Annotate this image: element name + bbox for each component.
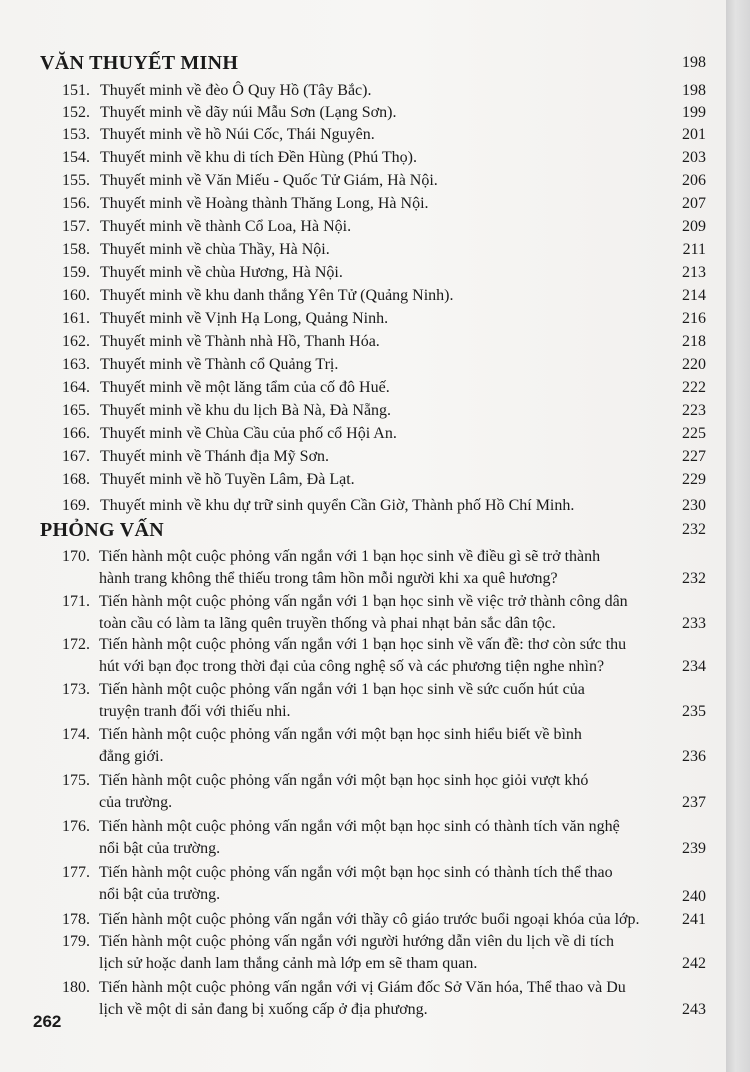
entry-page: 229	[682, 471, 706, 488]
entry-title-line-1: Tiến hành một cuộc phỏng vấn ngắn với một bạn học sinh học giỏi vượt khó	[99, 772, 589, 789]
entry-page: 214	[682, 287, 706, 304]
entry-page: 199	[682, 104, 706, 121]
entry-title: Thuyết minh về khu du lịch Bà Nà, Đà Nẵng.	[100, 402, 392, 419]
entry-page: 233	[682, 615, 706, 632]
entry-title-line-1: Tiến hành một cuộc phỏng vấn ngắn với người hướng dẫn viên du lịch về di tích	[99, 933, 614, 950]
entry-page: 240	[682, 888, 706, 905]
entry-title-line-2: đẳng giới.	[99, 748, 164, 765]
entry-page: 237	[682, 794, 706, 811]
entry-title-line-1: Tiến hành một cuộc phỏng vấn ngắn với 1 bạn học sinh về việc trở thành công dân	[99, 593, 628, 610]
entry-page: 220	[682, 356, 706, 373]
section-heading-thuyet-minh: VĂN THUYẾT MINH	[40, 52, 239, 74]
entry-title: Thuyết minh về khu di tích Đền Hùng (Phú Thọ).	[100, 149, 417, 166]
entry-page: 243	[682, 1001, 706, 1018]
entry-page: 211	[682, 241, 706, 258]
entry-page: 216	[682, 310, 706, 327]
entry-page: 218	[682, 333, 706, 350]
entry-number: 169.	[62, 497, 90, 514]
entry-title: Thuyết minh về chùa Thầy, Hà Nội.	[100, 241, 330, 258]
entry-number: 154.	[62, 149, 90, 166]
entry-title-line-1: Tiến hành một cuộc phỏng vấn ngắn với 1 bạn học sinh về điều gì sẽ trở thành	[99, 548, 601, 565]
entry-number: 165.	[62, 402, 90, 419]
entry-title: Thuyết minh về một lăng tẩm của cố đô Huế.	[100, 379, 390, 396]
entry-page: 234	[682, 658, 706, 675]
entry-page: 242	[682, 955, 706, 972]
entry-number: 173.	[62, 681, 90, 698]
entry-title: Thuyết minh về Thành cổ Quảng Trị.	[100, 356, 339, 373]
entry-title: Thuyết minh về hồ Tuyền Lâm, Đà Lạt.	[100, 471, 355, 488]
entry-number: 152.	[62, 104, 90, 121]
entry-title: Thuyết minh về Thánh địa Mỹ Sơn.	[100, 448, 330, 465]
entry-title-line-2: hành trang không thể thiếu trong tâm hồn mỗi người khi xa quê hương?	[99, 570, 558, 587]
page-edge	[726, 0, 750, 1072]
entry-title: Thuyết minh về khu dự trữ sinh quyển Cần Giờ, Thành phố Hồ Chí Minh.	[100, 497, 575, 514]
entry-title-line-1: Tiến hành một cuộc phỏng vấn ngắn với 1 bạn học sinh về vấn đề: thơ còn sức thu	[99, 636, 627, 653]
entry-title-line-1: Tiến hành một cuộc phỏng vấn ngắn với 1 bạn học sinh về sức cuốn hút của	[99, 681, 585, 698]
entry-title: Thuyết minh về khu danh thắng Yên Tử (Quảng Ninh).	[100, 287, 454, 304]
entry-number: 163.	[62, 356, 90, 373]
entry-title: Thuyết minh về hồ Núi Cốc, Thái Nguyên.	[100, 126, 375, 143]
entry-title-line-1: Tiến hành một cuộc phỏng vấn ngắn với một bạn học sinh hiểu biết về bình	[99, 726, 582, 743]
entry-number: 175.	[62, 772, 90, 789]
entry-number: 180.	[62, 979, 90, 996]
entry-number: 168.	[62, 471, 90, 488]
entry-title-line-2: truyện tranh đối với thiếu nhi.	[99, 703, 291, 720]
entry-number: 179.	[62, 933, 90, 950]
entry-number: 176.	[62, 818, 90, 835]
entry-number: 166.	[62, 425, 90, 442]
entry-number: 178.	[62, 911, 90, 928]
entry-number: 161.	[62, 310, 90, 327]
entry-page: 207	[682, 195, 706, 212]
entry-title-line-1: Tiến hành một cuộc phỏng vấn ngắn với một bạn học sinh có thành tích thể thao	[99, 864, 613, 881]
entry-page: 239	[682, 840, 706, 857]
entry-number: 157.	[62, 218, 90, 235]
section-page-number: 198	[682, 54, 706, 71]
entry-title-line-1: Tiến hành một cuộc phỏng vấn ngắn với vị Giám đốc Sở Văn hóa, Thể thao và Du	[99, 979, 626, 996]
entry-title-line-2: lịch sử hoặc danh lam thắng cảnh mà lớp em sẽ tham quan.	[99, 955, 478, 972]
entry-title: Thuyết minh về Chùa Cầu của phố cổ Hội An.	[100, 425, 397, 442]
entry-page: 230	[682, 497, 706, 514]
entry-title-line-2: toàn cầu có làm ta lãng quên truyền thống và phai nhạt bản sắc dân tộc.	[99, 615, 556, 632]
entry-title-line-1: Tiến hành một cuộc phỏng vấn ngắn với thầy cô giáo trước buổi ngoại khóa của lớp.	[99, 911, 640, 928]
entry-title-line-2: lịch về một di sản đang bị xuống cấp ở địa phương.	[99, 1001, 428, 1018]
entry-number: 177.	[62, 864, 90, 881]
entry-page: 209	[682, 218, 706, 235]
section-heading-phong-van: PHỎNG VẤN	[40, 519, 164, 541]
entry-number: 162.	[62, 333, 90, 350]
entry-page: 223	[682, 402, 706, 419]
entry-page: 201	[682, 126, 706, 143]
entry-title: Thuyết minh về chùa Hương, Hà Nội.	[100, 264, 343, 281]
entry-number: 159.	[62, 264, 90, 281]
entry-number: 171.	[62, 593, 90, 610]
entry-title: Thuyết minh về Văn Miếu - Quốc Tử Giám, Hà Nội.	[100, 172, 438, 189]
entry-page: 232	[682, 570, 706, 587]
entry-title: Thuyết minh về thành Cổ Loa, Hà Nội.	[100, 218, 352, 235]
entry-number: 156.	[62, 195, 90, 212]
entry-page: 203	[682, 149, 706, 166]
entry-number: 153.	[62, 126, 90, 143]
entry-number: 155.	[62, 172, 90, 189]
entry-title: Thuyết minh về Hoàng thành Thăng Long, Hà Nội.	[100, 195, 429, 212]
entry-number: 158.	[62, 241, 90, 258]
entry-page: 236	[682, 748, 706, 765]
entry-title-line-2: nổi bật của trường.	[99, 886, 221, 903]
entry-number: 160.	[62, 287, 90, 304]
section-page-number: 232	[682, 521, 706, 538]
entry-number: 167.	[62, 448, 90, 465]
entry-title-line-1: Tiến hành một cuộc phỏng vấn ngắn với một bạn học sinh có thành tích văn nghệ	[99, 818, 620, 835]
entry-title-line-2: nổi bật của trường.	[99, 840, 221, 857]
entry-number: 174.	[62, 726, 90, 743]
entry-title: Thuyết minh về dãy núi Mẫu Sơn (Lạng Sơn).	[100, 104, 397, 121]
entry-title-line-2: hút với bạn đọc trong thời đại của công nghệ số và các phương tiện nghe nhìn?	[99, 658, 605, 675]
entry-page: 206	[682, 172, 706, 189]
entry-title: Thuyết minh về Thành nhà Hồ, Thanh Hóa.	[100, 333, 380, 350]
entry-number: 151.	[62, 82, 90, 99]
entry-title-line-2: của trường.	[99, 794, 173, 811]
entry-number: 172.	[62, 636, 90, 653]
entry-page: 213	[682, 264, 706, 281]
entry-page: 241	[682, 911, 706, 928]
entry-page: 222	[682, 379, 706, 396]
entry-title: Thuyết minh về Vịnh Hạ Long, Quảng Ninh.	[100, 310, 389, 327]
entry-page: 225	[682, 425, 706, 442]
entry-title: Thuyết minh về đèo Ô Quy Hồ (Tây Bắc).	[100, 82, 372, 99]
page-number: 262	[33, 1012, 62, 1031]
entry-page: 227	[682, 448, 706, 465]
entry-page: 198	[682, 82, 706, 99]
entry-number: 170.	[62, 548, 90, 565]
entry-number: 164.	[62, 379, 90, 396]
entry-page: 235	[682, 703, 706, 720]
